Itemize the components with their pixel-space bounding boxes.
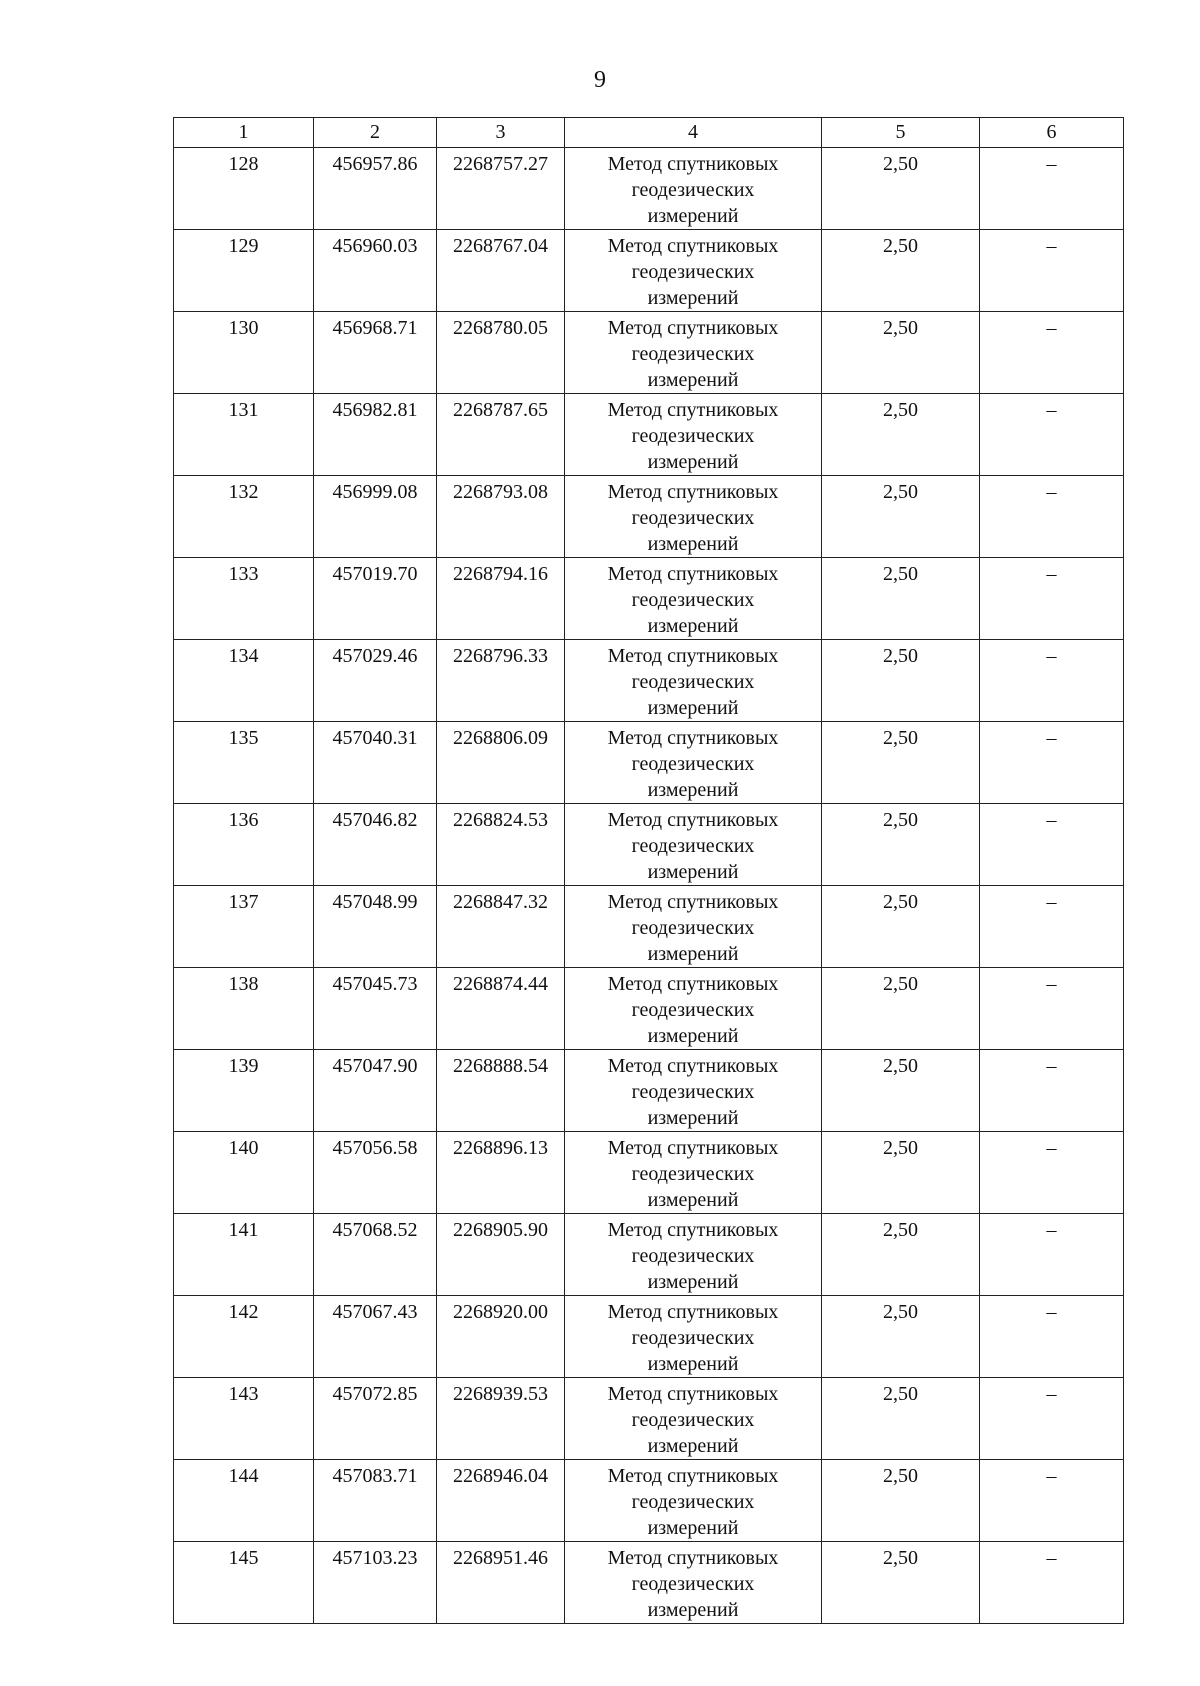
- point-number-cell: 129: [174, 230, 314, 312]
- method-text: Метод спутниковых геодезических измерений: [607, 1465, 779, 1539]
- note-cell: –: [980, 394, 1124, 476]
- table-row: [174, 1214, 1124, 1296]
- accuracy-cell: 2,50: [822, 394, 980, 476]
- table-row: [174, 312, 1124, 394]
- accuracy-cell: 2,50: [822, 968, 980, 1050]
- x-coordinate-cell: 457068.52: [314, 1214, 437, 1296]
- accuracy-cell: 2,50: [822, 1542, 980, 1624]
- note-cell: –: [980, 312, 1124, 394]
- note-cell: –: [980, 558, 1124, 640]
- accuracy-cell: 2,50: [822, 1460, 980, 1542]
- note-cell: –: [980, 1132, 1124, 1214]
- note-cell: –: [980, 1460, 1124, 1542]
- x-coordinate-cell: 457072.85: [314, 1378, 437, 1460]
- table-row: [174, 804, 1124, 886]
- x-coordinate-cell: 457047.90: [314, 1050, 437, 1132]
- table-row: [174, 476, 1124, 558]
- method-text: Метод спутниковых геодезических измерений: [607, 891, 779, 965]
- table-row: [174, 886, 1124, 968]
- header-row: [174, 118, 1124, 148]
- table-row: [174, 558, 1124, 640]
- method-cell: [565, 1214, 822, 1296]
- column-header-5: 5: [822, 118, 980, 148]
- method-text: Метод спутниковых геодезических измерений: [607, 399, 779, 473]
- method-text: Метод спутниковых геодезических измерений: [607, 645, 779, 719]
- table-row: [174, 394, 1124, 476]
- point-number-cell: 137: [174, 886, 314, 968]
- column-header-4: 4: [565, 118, 822, 148]
- method-text: Метод спутниковых геодезических измерений: [607, 809, 779, 883]
- accuracy-cell: 2,50: [822, 148, 980, 230]
- accuracy-cell: 2,50: [822, 312, 980, 394]
- x-coordinate-cell: 456999.08: [314, 476, 437, 558]
- y-coordinate-cell: 2268939.53: [437, 1378, 565, 1460]
- accuracy-cell: 2,50: [822, 1296, 980, 1378]
- x-coordinate-cell: 457019.70: [314, 558, 437, 640]
- accuracy-cell: 2,50: [822, 722, 980, 804]
- method-cell: [565, 1378, 822, 1460]
- table-row: [174, 1460, 1124, 1542]
- y-coordinate-cell: 2268905.90: [437, 1214, 565, 1296]
- method-cell: [565, 722, 822, 804]
- method-text: Метод спутниковых геодезических измерений: [607, 1219, 779, 1293]
- method-cell: [565, 394, 822, 476]
- y-coordinate-cell: 2268780.05: [437, 312, 565, 394]
- note-cell: –: [980, 968, 1124, 1050]
- x-coordinate-cell: 457048.99: [314, 886, 437, 968]
- point-number-cell: 133: [174, 558, 314, 640]
- x-coordinate-cell: 457083.71: [314, 1460, 437, 1542]
- method-cell: [565, 1132, 822, 1214]
- accuracy-cell: 2,50: [822, 640, 980, 722]
- accuracy-cell: 2,50: [822, 1214, 980, 1296]
- table-row: [174, 1050, 1124, 1132]
- accuracy-cell: 2,50: [822, 1050, 980, 1132]
- method-cell: [565, 312, 822, 394]
- column-header-6: 6: [980, 118, 1124, 148]
- note-cell: –: [980, 476, 1124, 558]
- table-row: [174, 1296, 1124, 1378]
- method-cell: [565, 1542, 822, 1624]
- accuracy-cell: 2,50: [822, 230, 980, 312]
- method-text: Метод спутниковых геодезических измерений: [607, 973, 779, 1047]
- y-coordinate-cell: 2268793.08: [437, 476, 565, 558]
- x-coordinate-cell: 456968.71: [314, 312, 437, 394]
- page-number: 9: [594, 67, 606, 93]
- method-cell: [565, 968, 822, 1050]
- table-row: [174, 1378, 1124, 1460]
- note-cell: –: [980, 1050, 1124, 1132]
- table-row: [174, 230, 1124, 312]
- y-coordinate-cell: 2268874.44: [437, 968, 565, 1050]
- point-number-cell: 145: [174, 1542, 314, 1624]
- table-body: [174, 148, 1124, 1624]
- y-coordinate-cell: 2268787.65: [437, 394, 565, 476]
- y-coordinate-cell: 2268806.09: [437, 722, 565, 804]
- note-cell: –: [980, 1296, 1124, 1378]
- method-text: Метод спутниковых геодезических измерений: [607, 1137, 779, 1211]
- method-text: Метод спутниковых геодезических измерений: [607, 1301, 779, 1375]
- point-number-cell: 130: [174, 312, 314, 394]
- x-coordinate-cell: 456960.03: [314, 230, 437, 312]
- note-cell: –: [980, 804, 1124, 886]
- table-row: [174, 640, 1124, 722]
- method-cell: [565, 476, 822, 558]
- method-text: Метод спутниковых геодезических измерений: [607, 317, 779, 391]
- note-cell: –: [980, 886, 1124, 968]
- method-cell: [565, 148, 822, 230]
- note-cell: –: [980, 1378, 1124, 1460]
- column-header-3: 3: [437, 118, 565, 148]
- point-number-cell: 138: [174, 968, 314, 1050]
- point-number-cell: 132: [174, 476, 314, 558]
- x-coordinate-cell: 456982.81: [314, 394, 437, 476]
- table-header: [174, 118, 1124, 148]
- accuracy-cell: 2,50: [822, 1132, 980, 1214]
- accuracy-cell: 2,50: [822, 476, 980, 558]
- note-cell: –: [980, 1542, 1124, 1624]
- y-coordinate-cell: 2268796.33: [437, 640, 565, 722]
- method-text: Метод спутниковых геодезических измерений: [607, 481, 779, 555]
- method-text: Метод спутниковых геодезических измерений: [607, 563, 779, 637]
- point-number-cell: 128: [174, 148, 314, 230]
- method-cell: [565, 886, 822, 968]
- table-row: [174, 148, 1124, 230]
- method-cell: [565, 230, 822, 312]
- method-text: Метод спутниковых геодезических измерений: [607, 1383, 779, 1457]
- y-coordinate-cell: 2268767.04: [437, 230, 565, 312]
- x-coordinate-cell: 457046.82: [314, 804, 437, 886]
- column-header-2: 2: [314, 118, 437, 148]
- method-text: Метод спутниковых геодезических измерений: [607, 153, 779, 227]
- method-cell: [565, 558, 822, 640]
- column-header-1: 1: [174, 118, 314, 148]
- y-coordinate-cell: 2268757.27: [437, 148, 565, 230]
- x-coordinate-cell: 457029.46: [314, 640, 437, 722]
- accuracy-cell: 2,50: [822, 558, 980, 640]
- point-number-cell: 140: [174, 1132, 314, 1214]
- x-coordinate-cell: 457045.73: [314, 968, 437, 1050]
- note-cell: –: [980, 1214, 1124, 1296]
- y-coordinate-cell: 2268824.53: [437, 804, 565, 886]
- point-number-cell: 131: [174, 394, 314, 476]
- x-coordinate-cell: 457103.23: [314, 1542, 437, 1624]
- accuracy-cell: 2,50: [822, 886, 980, 968]
- table-row: [174, 722, 1124, 804]
- accuracy-cell: 2,50: [822, 804, 980, 886]
- y-coordinate-cell: 2268920.00: [437, 1296, 565, 1378]
- method-cell: [565, 804, 822, 886]
- table-row: [174, 968, 1124, 1050]
- method-text: Метод спутниковых геодезических измерений: [607, 235, 779, 309]
- method-text: Метод спутниковых геодезических измерений: [607, 1055, 779, 1129]
- point-number-cell: 144: [174, 1460, 314, 1542]
- method-cell: [565, 1460, 822, 1542]
- note-cell: –: [980, 640, 1124, 722]
- table-row: [174, 1542, 1124, 1624]
- point-number-cell: 143: [174, 1378, 314, 1460]
- point-number-cell: 134: [174, 640, 314, 722]
- x-coordinate-cell: 457040.31: [314, 722, 437, 804]
- point-number-cell: 141: [174, 1214, 314, 1296]
- y-coordinate-cell: 2268951.46: [437, 1542, 565, 1624]
- y-coordinate-cell: 2268794.16: [437, 558, 565, 640]
- point-number-cell: 136: [174, 804, 314, 886]
- table-row: [174, 1132, 1124, 1214]
- point-number-cell: 139: [174, 1050, 314, 1132]
- y-coordinate-cell: 2268896.13: [437, 1132, 565, 1214]
- note-cell: –: [980, 148, 1124, 230]
- y-coordinate-cell: 2268888.54: [437, 1050, 565, 1132]
- x-coordinate-cell: 456957.86: [314, 148, 437, 230]
- method-cell: [565, 1050, 822, 1132]
- x-coordinate-cell: 457067.43: [314, 1296, 437, 1378]
- note-cell: –: [980, 230, 1124, 312]
- method-cell: [565, 1296, 822, 1378]
- method-text: Метод спутниковых геодезических измерений: [607, 1547, 779, 1621]
- coordinates-table: [173, 117, 1124, 1624]
- x-coordinate-cell: 457056.58: [314, 1132, 437, 1214]
- method-text: Метод спутниковых геодезических измерений: [607, 727, 779, 801]
- point-number-cell: 142: [174, 1296, 314, 1378]
- method-cell: [565, 640, 822, 722]
- y-coordinate-cell: 2268847.32: [437, 886, 565, 968]
- point-number-cell: 135: [174, 722, 314, 804]
- note-cell: –: [980, 722, 1124, 804]
- accuracy-cell: 2,50: [822, 1378, 980, 1460]
- y-coordinate-cell: 2268946.04: [437, 1460, 565, 1542]
